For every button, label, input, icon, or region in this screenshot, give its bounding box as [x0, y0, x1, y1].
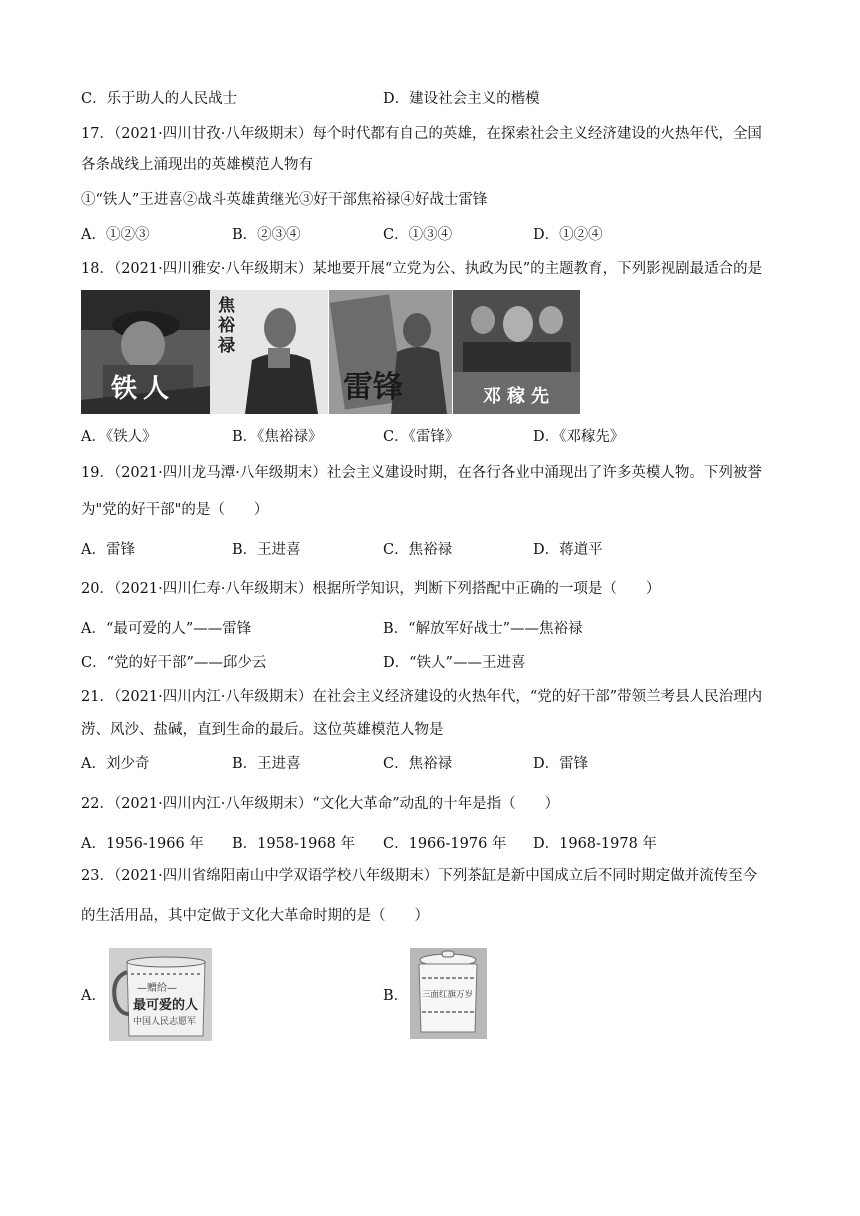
question-17-items: ①“铁人”王进喜②战斗英雄黄继光③好干部焦裕禄④好战士雷锋: [81, 192, 488, 208]
option-d: D．蒋道平: [533, 542, 603, 558]
option-b: B．王进喜: [232, 542, 301, 558]
option-b: B．②③④: [232, 227, 301, 243]
option-b: B．王进喜: [232, 756, 301, 772]
option-a: A．《铁人》: [81, 429, 157, 445]
poster-jiaoyulu-title: 焦裕禄: [218, 296, 235, 356]
option-a: A．雷锋: [81, 542, 135, 558]
question-22-stem: 22．（2021·四川内江·八年级期末）“文化大革命”动乱的十年是指（ ）: [81, 796, 560, 812]
question-21-stem: 21．（2021·四川内江·八年级期末）在社会主义经济建设的火热年代，“党的好干部”带领兰考县人民治理内: [81, 689, 763, 705]
option-d: D．“铁人”——王进喜: [383, 655, 526, 671]
option-b: B．“解放军好战士”——焦裕禄: [383, 621, 583, 637]
question-17-stem: 17．（2021·四川甘孜·八年级期末）每个时代都有自己的英雄，在探索社会主义经济建设的火热年代，全国: [81, 126, 762, 142]
poster-tieren-title: 铁人: [111, 374, 176, 404]
question-20-stem: 20．（2021·四川仁寿·八年级期末）根据所学知识，判断下列搭配中正确的一项是（ ）: [81, 581, 661, 597]
option-b: B．1958-1968 年: [232, 836, 355, 852]
cup-a-text-3: 中国人民志愿军: [133, 1017, 197, 1027]
question-21-stem-cont: 涝、风沙、盐碱，直到生命的最后。这位英雄模范人物是: [81, 722, 444, 738]
question-17-stem-cont: 各条战线上涌现出的英雄模范人物有: [81, 157, 313, 173]
option-a: A．①②③: [81, 227, 150, 243]
option-a: A．: [81, 988, 106, 1004]
option-c: C．1966-1976 年: [383, 836, 507, 852]
option-b: B．《焦裕禄》: [232, 429, 323, 445]
option-c: C．《雷锋》: [383, 429, 460, 445]
option-c: C．①③④: [383, 227, 453, 243]
question-23-stem: 23．（2021·四川省绵阳南山中学双语学校八年级期末）下列茶缸是新中国成立后不同时期定做并流传至今: [81, 868, 758, 884]
poster-dengjiaxian-title: 邓稼先: [483, 386, 555, 407]
poster-dengjiaxian: [453, 290, 580, 414]
option-d: D．1968-1978 年: [533, 836, 657, 852]
poster-tieren: [81, 290, 210, 414]
poster-leifeng: [329, 290, 452, 414]
option-d: D．建设社会主义的楷模: [383, 91, 540, 107]
option-b: B．: [383, 988, 409, 1004]
option-a: A．“最可爱的人”——雷锋: [81, 621, 252, 637]
option-a: A．1956-1966 年: [81, 836, 204, 852]
question-19-stem: 19．（2021·四川龙马潭·八年级期末）社会主义建设时期，在各行各业中涌现出了许多英模人物。下列被誉: [81, 465, 762, 481]
cup-b-text: 三面红旗万岁: [422, 990, 474, 1000]
cup-image-a: [109, 948, 212, 1041]
question-19-stem-cont: 为"党的好干部"的是（ ）: [81, 502, 269, 518]
option-c: C．“党的好干部”——邱少云: [81, 655, 267, 671]
option-a: A．刘少奇: [81, 756, 150, 772]
cup-a-text-1: —赠给—: [137, 983, 177, 994]
option-d: D．《邓稼先》: [533, 429, 625, 445]
cup-image-b: [410, 948, 487, 1039]
question-23-stem-cont: 的生活用品，其中定做于文化大革命时期的是（ ）: [81, 908, 429, 924]
option-c: C．乐于助人的人民战士: [81, 91, 238, 107]
option-d: D．①②④: [533, 227, 603, 243]
cup-a-text-2: 最可爱的人: [133, 998, 199, 1013]
option-c: C．焦裕禄: [383, 756, 453, 772]
option-d: D．雷锋: [533, 756, 589, 772]
question-18-stem: 18．（2021·四川雅安·八年级期末）某地要开展“立党为公、执政为民”的主题教育，下列影视剧最适合的是: [81, 261, 763, 277]
option-c: C．焦裕禄: [383, 542, 453, 558]
poster-jiaoyulu: [210, 290, 328, 414]
poster-leifeng-title: 雷锋: [343, 370, 403, 405]
